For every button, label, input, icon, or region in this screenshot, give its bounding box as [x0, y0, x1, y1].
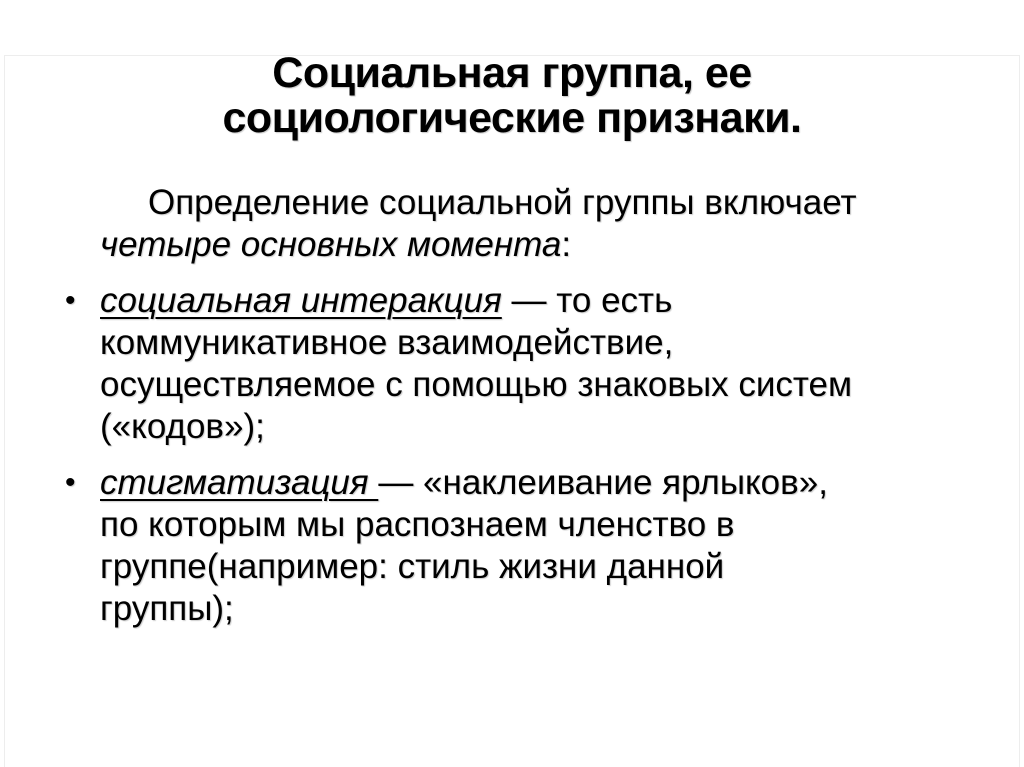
slide-title-line-2: социологические признаки. — [222, 94, 802, 142]
key-term: социальная интеракция — [100, 281, 502, 320]
text-line — [100, 364, 968, 406]
bullet-item — [64, 280, 968, 448]
text-line — [100, 182, 968, 224]
text-segment: осуществляемое с помощью знаковых систем — [100, 365, 853, 404]
text-line — [100, 280, 968, 322]
text-segment: : — [561, 225, 572, 264]
text-segment: — «наклеивание ярлыков», — [378, 463, 828, 502]
text-line — [100, 224, 968, 266]
bullet-icon: • — [65, 284, 76, 317]
bullet-icon: • — [65, 466, 76, 499]
text-segment: группы); — [100, 589, 234, 628]
text-segment: четыре основных момента — [100, 225, 562, 264]
text-segment: («кодов»); — [100, 407, 265, 446]
text-line — [100, 322, 968, 364]
text-line — [100, 546, 968, 588]
text-segment: группе(например: стиль жизни данной — [100, 547, 725, 586]
intro-paragraph — [100, 182, 968, 266]
text-line — [100, 462, 968, 504]
text-segment: коммуникативное взаимодействие, — [100, 323, 674, 362]
slide-body — [0, 182, 1024, 630]
text-line — [100, 588, 968, 630]
bullet-item — [64, 462, 968, 630]
text-line — [100, 406, 968, 448]
slide-title-line-1: Социальная группа, ее — [272, 49, 752, 97]
key-term: стигматизация — [100, 463, 379, 502]
text-segment: Определение социальной группы включает — [148, 183, 857, 222]
slide-canvas — [0, 51, 1024, 767]
text-segment: по которым мы распознаем членство в — [100, 505, 735, 544]
text-line — [100, 504, 968, 546]
slide-title — [30, 51, 994, 141]
text-segment: — то есть — [501, 281, 673, 320]
